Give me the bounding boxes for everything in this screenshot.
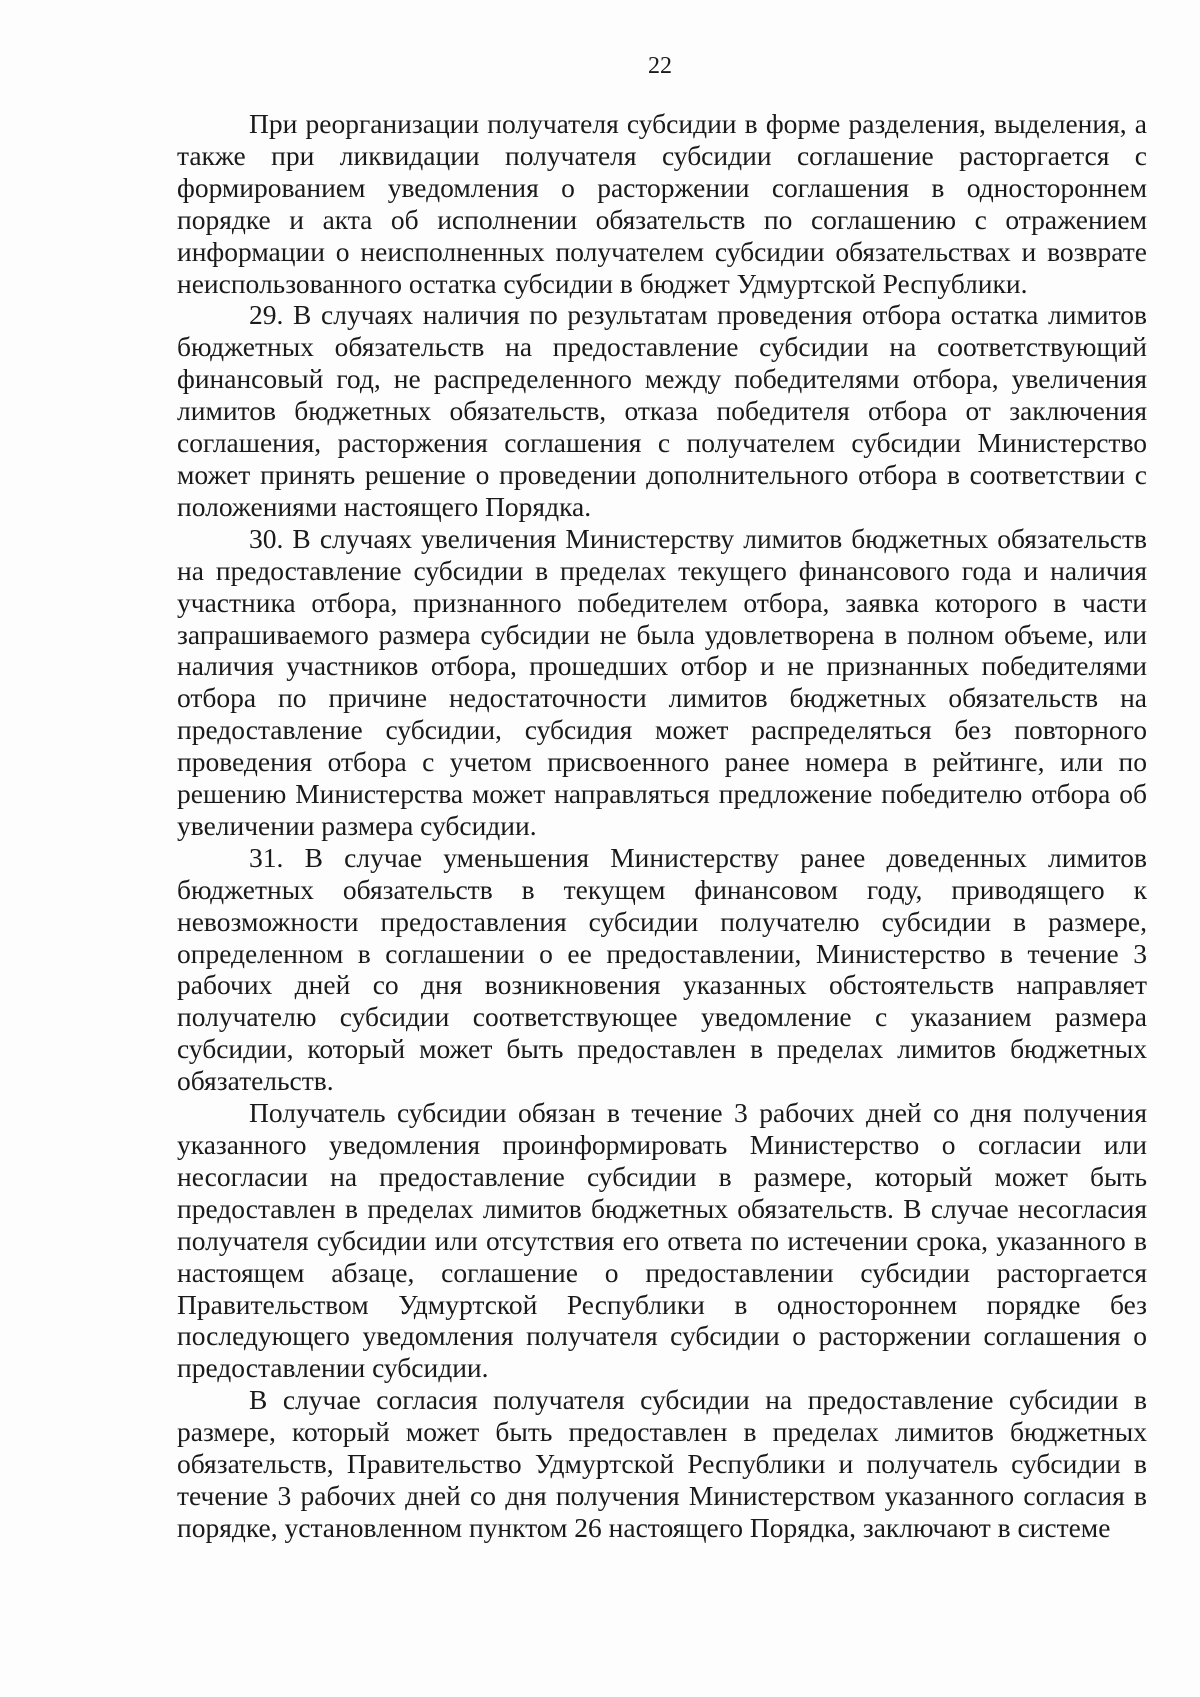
- paragraph-recipient-obligation: Получатель субсидии обязан в течение 3 рабочих дней со дня получения указанного уведомления проинформировать Министерство о согласии или несогласии на предоставление субсидии в размере, который может быть предоставлен в пределах лимитов бюджетных обязательств. В случае несогласия получателя субсидии или отсутствия его ответа по истечении срока, указанного в настоящем абзаце, соглашение о предоставлении субсидии расторгается Правительством Удмуртской Республики в одностороннем порядке без последующего уведомления получателя субсидии о расторжении соглашения о предоставлении субсидии.: [177, 1097, 1147, 1384]
- paragraph-consent-case: В случае согласия получателя субсидии на предоставление субсидии в размере, который может быть предоставлен в пределах лимитов бюджетных обязательств, Правительство Удмуртской Республики и получатель субсидии в течение 3 рабочих дней со дня получения Министерством указанного согласия в порядке, установленном пунктом 26 настоящего Порядка, заключают в системе: [177, 1384, 1147, 1543]
- paragraph-item-30: 30. В случаях увеличения Министерству лимитов бюджетных обязательств на предоставление субсидии в пределах текущего финансового года и наличия участника отбора, признанного победителем отбора, заявка которого в части запрашиваемого размера субсидии не была удовлетворена в полном объеме, или наличия участников отбора, прошедших отбор и не признанных победителями отбора по причине недостаточности лимитов бюджетных обязательств на предоставление субсидии, субсидия может распределяться без повторного проведения отбора с учетом присвоенного ранее номера в рейтинге, или по решению Министерства может направляться предложение победителю отбора об увеличении размера субсидии.: [177, 522, 1147, 841]
- document-body: [177, 108, 1147, 1544]
- paragraph-item-31: 31. В случае уменьшения Министерству ранее доведенных лимитов бюджетных обязательств в текущем финансовом году, приводящего к невозможности предоставления субсидии получателю субсидии в размере, определенном в соглашении о ее предоставлении, Министерство в течение 3 рабочих дней со дня возникновения указанных обстоятельств направляет получателю субсидии соответствующее уведомление с указанием размера субсидии, который может быть предоставлен в пределах лимитов бюджетных обязательств.: [177, 841, 1147, 1097]
- paragraph-item-29: 29. В случаях наличия по результатам проведения отбора остатка лимитов бюджетных обязательств на предоставление субсидии на соответствующий финансовый год, не распределенного между победителями отбора, увеличения лимитов бюджетных обязательств, отказа победителя отбора от заключения соглашения, расторжения соглашения с получателем субсидии Министерство может принять решение о проведении дополнительного отбора в соответствии с положениями настоящего Порядка.: [177, 299, 1147, 522]
- paragraph-reorganization: При реорганизации получателя субсидии в форме разделения, выделения, а также при ликвидации получателя субсидии соглашение расторгается с формированием уведомления о расторжении соглашения в одностороннем порядке и акта об исполнении обязательств по соглашению с отражением информации о неисполненных получателем субсидии обязательствах и возврате неиспользованного остатка субсидии в бюджет Удмуртской Республики.: [177, 108, 1147, 299]
- page-number: 22: [648, 53, 672, 79]
